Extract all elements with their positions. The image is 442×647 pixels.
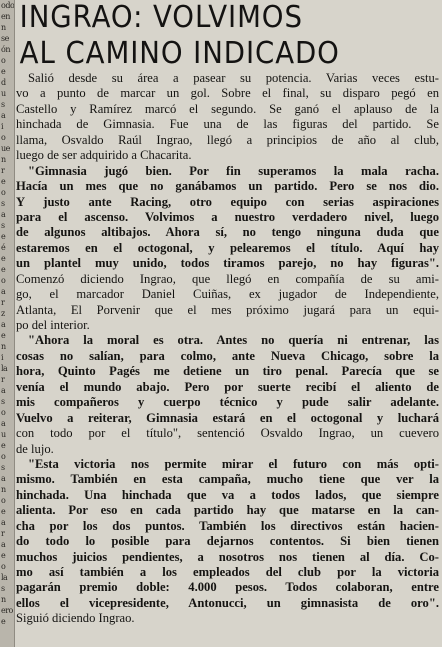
article-line: muchos juicios pendientes, a nosotros nos tienen al día. Co- bbox=[16, 549, 439, 564]
headline-line-2: AL CAMINO INDICADO bbox=[19, 36, 340, 71]
margin-fragment: n bbox=[1, 155, 6, 164]
margin-fragment: o bbox=[1, 408, 6, 417]
article-body bbox=[16, 71, 439, 627]
margin-fragment: a bbox=[1, 518, 6, 527]
article-line: para el ascenso. Volvimos a nuestro verdadero nivel, luego bbox=[16, 209, 439, 224]
article-line: ellos el vicepresidente, Antonucci, un gimnasista de oro". bbox=[16, 595, 439, 610]
article-line: "Gimnasia jugó bien. Por fin superamos la mala racha. bbox=[28, 163, 439, 178]
margin-fragment: o bbox=[1, 56, 6, 65]
margin-fragment: i bbox=[1, 353, 4, 362]
margin-fragment: en bbox=[1, 12, 10, 21]
margin-fragment: la bbox=[1, 573, 8, 582]
article-line: Y justo ante Racing, otro equipo con serias aspiraciones bbox=[16, 194, 439, 209]
margin-fragment: e bbox=[1, 331, 6, 340]
article-line: llama, Osvaldo Raúl Ingrao, llegó a principios de año al club, bbox=[16, 132, 439, 147]
margin-fragment: é bbox=[1, 243, 6, 252]
margin-fragment: d bbox=[1, 78, 6, 87]
article-line: un plantel muy unido, todos tiramos parejo, no hay figuras". bbox=[16, 256, 439, 271]
margin-fragment: r bbox=[1, 529, 5, 538]
margin-fragment: o bbox=[1, 133, 6, 142]
article-line: Siguió diciendo Ingrao. bbox=[16, 611, 135, 626]
margin-fragment: odo bbox=[1, 1, 15, 10]
margin-fragment: r bbox=[1, 166, 5, 175]
article-line: Castello y Ramírez marcó el segundo. Se ganó el aplauso de la bbox=[16, 101, 439, 116]
margin-fragment: e bbox=[1, 254, 6, 263]
article-line: hinchada. Una hinchada que va a todos lados, que siempre bbox=[16, 487, 439, 502]
margin-fragment: o bbox=[1, 562, 6, 571]
margin-fragment: n bbox=[1, 23, 6, 32]
margin-fragment: a bbox=[1, 287, 6, 296]
article-line: Salió desde su área a pasear su potencia. Varias veces estu- bbox=[28, 71, 439, 85]
article-line: vo a punto de marcar un gol. Sobre el final, su disparo pegó en bbox=[16, 86, 439, 101]
margin-fragment: s bbox=[1, 463, 5, 472]
margin-fragment: s bbox=[1, 397, 5, 406]
margin-fragment: o bbox=[1, 496, 6, 505]
article-line: do todo lo posible para dejarnos contentos. Si bien tienen bbox=[16, 534, 439, 549]
margin-fragment: o bbox=[1, 188, 6, 197]
article-line: luego de ser adquirido a Chacarita. bbox=[16, 148, 192, 163]
headline bbox=[16, 0, 441, 72]
margin-fragment: a bbox=[1, 474, 6, 483]
article-line: estaremos en el octogonal, y pelearemos el título. Aquí hay bbox=[16, 240, 439, 255]
margin-fragment: s bbox=[1, 100, 5, 109]
margin-fragment: n bbox=[1, 485, 6, 494]
margin-fragment: se bbox=[1, 34, 9, 43]
article-line: Atlanta, El Porvenir que el mes próximo jugará para un equi- bbox=[16, 302, 439, 317]
margin-fragment: e bbox=[1, 441, 6, 450]
margin-fragment: n bbox=[1, 595, 6, 604]
article-line: mismo. También en esta campaña, mucho tiene que ver la bbox=[16, 472, 439, 487]
margin-fragment: o bbox=[1, 452, 6, 461]
article-line: pagarán premio doble: 4.000 pesos. Todos colaboran, entre bbox=[16, 580, 439, 595]
margin-fragment: a bbox=[1, 210, 6, 219]
margin-fragment: a bbox=[1, 540, 6, 549]
margin-fragment: e bbox=[1, 232, 6, 241]
article-line: con todo por el título", sentenció Osvaldo Ingrao, un cuevero bbox=[16, 426, 439, 441]
margin-fragment: ón bbox=[1, 45, 10, 54]
margin-fragment: u bbox=[1, 430, 6, 439]
margin-fragment: ue bbox=[1, 144, 10, 153]
article-line: "Ahora la moral es otra. Antes no quería ni entrenar, las bbox=[28, 333, 439, 348]
article-line: Vuelvo a reiterar, Gimnasia estará en el octogonal y luchará bbox=[16, 410, 439, 425]
article-line: de algunos altibajos. Ahora sí, no tengo ninguna duda que bbox=[16, 225, 439, 240]
margin-fragment: n bbox=[1, 342, 6, 351]
margin-fragment: ero bbox=[1, 606, 13, 615]
margin-fragment: i bbox=[1, 122, 4, 131]
margin-fragment: a bbox=[1, 419, 6, 428]
headline-line-1: INGRAO: VOLVIMOS bbox=[19, 0, 303, 35]
margin-fragment: e bbox=[1, 551, 6, 560]
margin-fragment: s bbox=[1, 584, 5, 593]
article-line: Comenzó diciendo Ingrao, que llegó en compañía de su ami- bbox=[16, 271, 439, 286]
margin-fragment: e bbox=[1, 177, 6, 186]
margin-fragment: s bbox=[1, 199, 5, 208]
margin-fragment: e bbox=[1, 67, 6, 76]
article bbox=[16, 0, 439, 647]
article-line: hora, Quinto Pagés me detiene un tiro penal. Parecía que se bbox=[16, 364, 439, 379]
margin-fragment: e bbox=[1, 617, 6, 626]
article-line: "Esta victoria nos permite mirar el futuro con más opti- bbox=[28, 456, 439, 471]
margin-fragment: o bbox=[1, 276, 6, 285]
article-line: venía el mundo abajo. Pero por suerte recibí el aliento de bbox=[16, 379, 439, 394]
margin-fragment: e bbox=[1, 507, 6, 516]
margin-fragment: e bbox=[1, 265, 6, 274]
article-line: hinchada de Gimnasia. Fue una de las figuras del partido. Se bbox=[16, 117, 439, 132]
margin-fragment: z bbox=[1, 309, 5, 318]
margin-fragment: a bbox=[1, 320, 6, 329]
margin-fragment: a bbox=[1, 111, 6, 120]
margin-fragment: la bbox=[1, 364, 8, 373]
article-line: mo así también a los empleados del club por la victoria bbox=[16, 565, 439, 579]
margin-fragment: a bbox=[1, 386, 6, 395]
margin-fragment: s bbox=[1, 221, 5, 230]
article-line: alienta. Por eso en cada partido hay que matarse en la can- bbox=[16, 503, 439, 518]
margin-fragment: r bbox=[1, 298, 5, 307]
article-line: po del interior. bbox=[16, 318, 90, 332]
article-line: cha por los dos puntos. También los directivos están hacien- bbox=[16, 518, 439, 533]
margin-fragment: u bbox=[1, 89, 6, 98]
article-line: mis compañeros y cuerpo técnico y pude salir adelante. bbox=[16, 395, 439, 410]
adjacent-column-fragment bbox=[0, 0, 15, 647]
article-line: go, el marcador Daniel Cuiñas, ex jugador de Independiente, bbox=[16, 287, 439, 302]
article-line: cosas no salían, para colmo, ante Nueva Chicago, sobre la bbox=[16, 348, 439, 363]
article-line: de lujo. bbox=[16, 441, 54, 456]
article-line: Hacía un mes que no ganábamos un partido. Pero se nos dio. bbox=[16, 179, 439, 194]
margin-fragment: r bbox=[1, 375, 5, 384]
